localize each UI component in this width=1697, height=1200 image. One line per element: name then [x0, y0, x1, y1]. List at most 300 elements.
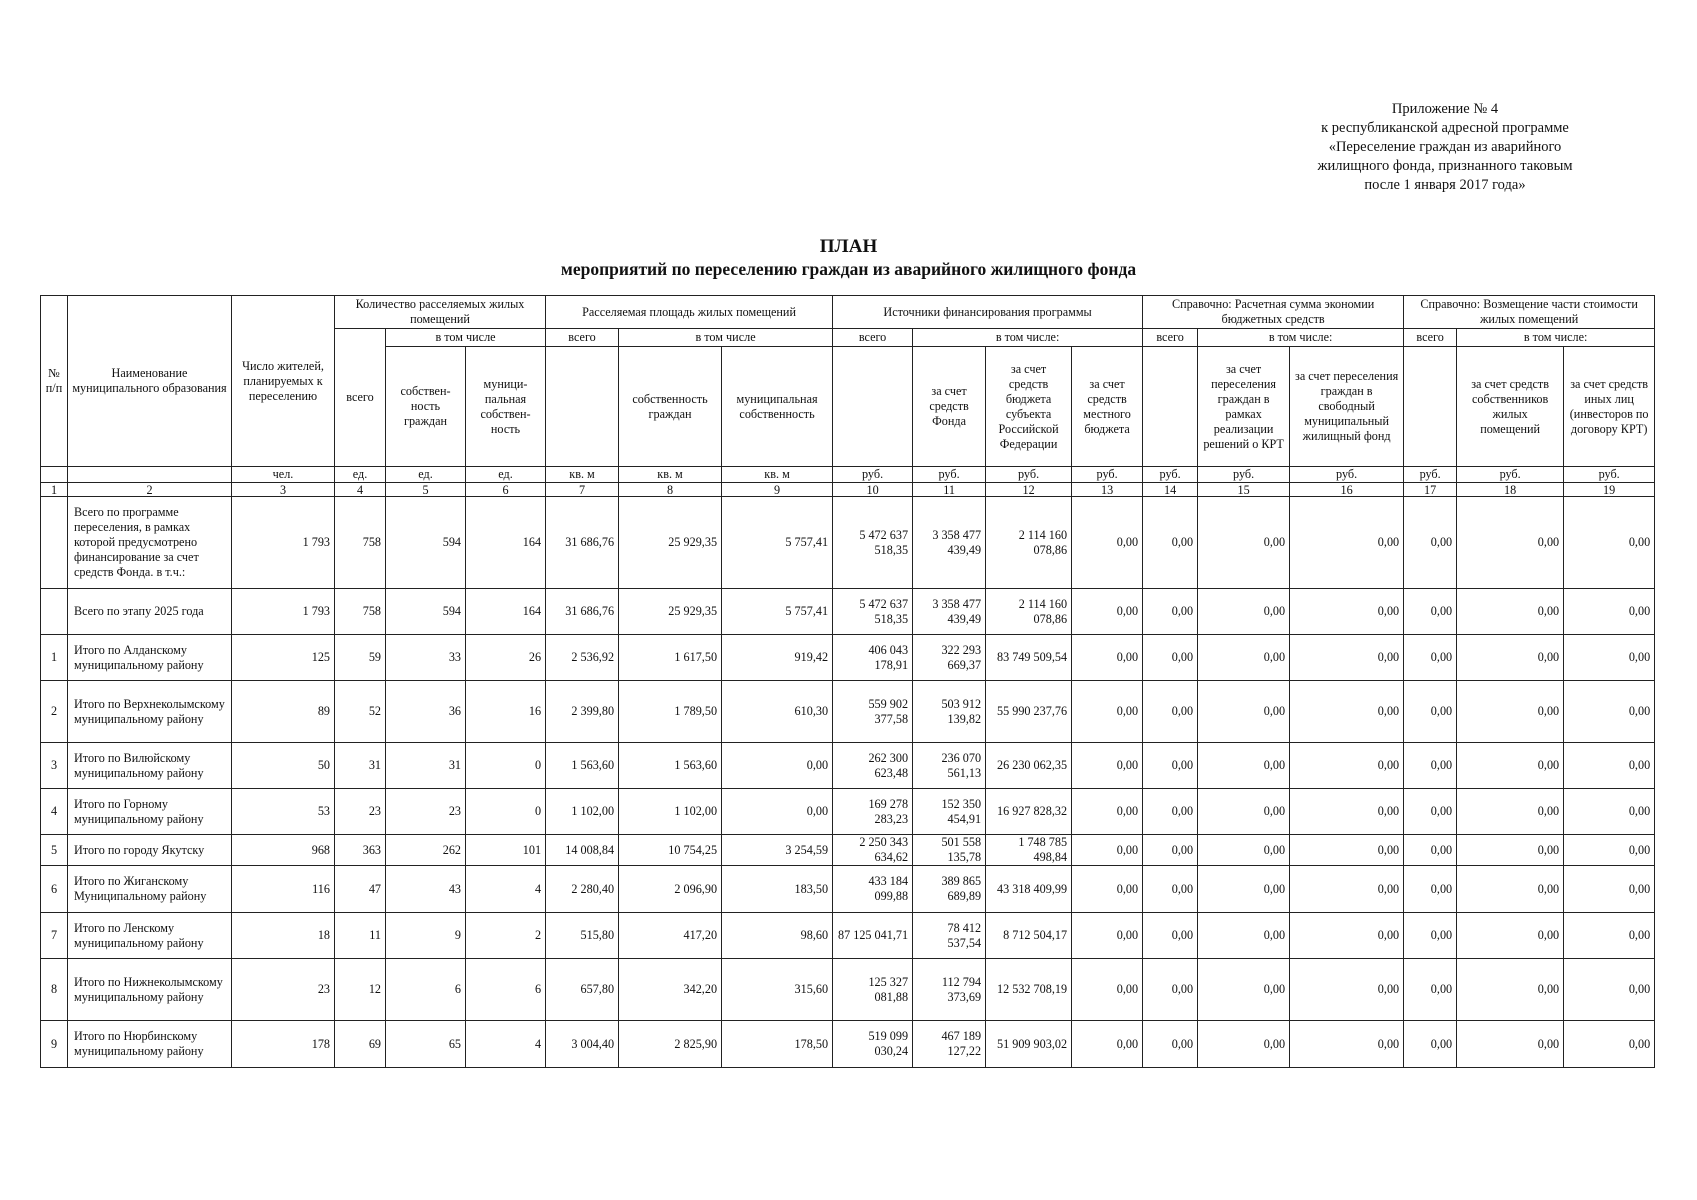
value-cell: 315,60: [722, 959, 833, 1021]
unit-cell: ед.: [466, 467, 546, 483]
value-cell: 1 102,00: [619, 789, 722, 835]
value-cell: 5 472 637 518,35: [833, 497, 913, 589]
value-cell: 0,00: [1198, 497, 1290, 589]
value-cell: 0: [466, 789, 546, 835]
value-cell: 23: [335, 789, 386, 835]
header-compensation-group: Справочно: Возмещение части стоимости жилых помещений: [1404, 296, 1655, 329]
header-savings-group: Справочно: Расчетная сумма экономии бюджетных средств: [1143, 296, 1404, 329]
header-name: Наименование муниципального образования: [68, 296, 232, 467]
row-number: 3: [41, 743, 68, 789]
value-cell: 0,00: [1198, 835, 1290, 866]
value-cell: 1 793: [232, 589, 335, 635]
header-premises-incl: в том числе: [386, 329, 546, 347]
value-cell: 0,00: [1564, 789, 1655, 835]
value-cell: 55 990 237,76: [986, 681, 1072, 743]
value-cell: 47: [335, 866, 386, 913]
unit-cell: кв. м: [619, 467, 722, 483]
value-cell: 0,00: [1290, 497, 1404, 589]
value-cell: 0,00: [1457, 743, 1564, 789]
value-cell: 594: [386, 589, 466, 635]
value-cell: 0,00: [1290, 789, 1404, 835]
value-cell: 125: [232, 635, 335, 681]
value-cell: 0,00: [1072, 681, 1143, 743]
column-number: 19: [1564, 483, 1655, 497]
value-cell: 0,00: [1143, 743, 1198, 789]
value-cell: 59: [335, 635, 386, 681]
value-cell: 52: [335, 681, 386, 743]
header-compensation-incl: в том числе:: [1457, 329, 1655, 347]
value-cell: 0,00: [1198, 743, 1290, 789]
appendix-line: жилищного фонда, признанного таковым: [1317, 158, 1573, 174]
value-cell: 0,00: [1143, 681, 1198, 743]
value-cell: 0,00: [1290, 635, 1404, 681]
value-cell: 4: [466, 866, 546, 913]
header-savings-total: всего: [1143, 329, 1198, 347]
value-cell: 2 825,90: [619, 1021, 722, 1068]
value-cell: 12: [335, 959, 386, 1021]
header-finance-group: Источники финансирования программы: [833, 296, 1143, 329]
value-cell: 25 929,35: [619, 589, 722, 635]
value-cell: 919,42: [722, 635, 833, 681]
value-cell: 2 114 160 078,86: [986, 497, 1072, 589]
value-cell: 78 412 537,54: [913, 913, 986, 959]
unit-cell: руб.: [1143, 467, 1198, 483]
header-finance-incl: в том числе:: [913, 329, 1143, 347]
header-finance-total: всего: [833, 329, 913, 347]
table-row: [41, 913, 1655, 959]
value-cell: 236 070 561,13: [913, 743, 986, 789]
value-cell: 0,00: [1564, 866, 1655, 913]
value-cell: 0,00: [1072, 959, 1143, 1021]
value-cell: 0,00: [1564, 681, 1655, 743]
value-cell: 2 250 343 634,62: [833, 835, 913, 866]
value-cell: 31: [335, 743, 386, 789]
value-cell: 0,00: [1404, 789, 1457, 835]
municipality-name: Итого по Алданскому муниципальному району: [68, 635, 232, 681]
header-subject-budget: за счет средств бюджета субъекта Российской Федерации: [986, 347, 1072, 467]
value-cell: 65: [386, 1021, 466, 1068]
value-cell: 0,00: [1290, 959, 1404, 1021]
value-cell: 10 754,25: [619, 835, 722, 866]
header-finance-total-blank: [833, 347, 913, 467]
header-municipal-area: муниципальная собственность: [722, 347, 833, 467]
value-cell: 657,80: [546, 959, 619, 1021]
value-cell: 2 114 160 078,86: [986, 589, 1072, 635]
table-row: [41, 1021, 1655, 1068]
value-cell: 116: [232, 866, 335, 913]
unit-cell: руб.: [913, 467, 986, 483]
value-cell: 0,00: [1143, 913, 1198, 959]
value-cell: 112 794 373,69: [913, 959, 986, 1021]
value-cell: 89: [232, 681, 335, 743]
header-area-total-blank: [546, 347, 619, 467]
value-cell: 87 125 041,71: [833, 913, 913, 959]
document-subtitle: мероприятий по переселению граждан из аварийного жилищного фонда: [560, 259, 1137, 279]
value-cell: 0,00: [1564, 589, 1655, 635]
municipality-name: Всего по этапу 2025 года: [68, 589, 232, 635]
table-row: [41, 589, 1655, 635]
value-cell: 0,00: [1457, 681, 1564, 743]
value-cell: 0,00: [1072, 835, 1143, 866]
value-cell: 0,00: [1564, 835, 1655, 866]
value-cell: 31: [386, 743, 466, 789]
column-number: 7: [546, 483, 619, 497]
value-cell: 0,00: [1404, 959, 1457, 1021]
value-cell: 0,00: [1143, 789, 1198, 835]
table-row: [41, 743, 1655, 789]
value-cell: 0,00: [1143, 589, 1198, 635]
municipality-name: Итого по Нижнеколымскому муниципальному району: [68, 959, 232, 1021]
municipality-name: Итого по Верхнеколымскому муниципальному району: [68, 681, 232, 743]
header-savings-incl: в том числе:: [1198, 329, 1404, 347]
value-cell: 6: [386, 959, 466, 1021]
value-cell: 0,00: [722, 743, 833, 789]
value-cell: 363: [335, 835, 386, 866]
value-cell: 101: [466, 835, 546, 866]
value-cell: 0,00: [1290, 681, 1404, 743]
value-cell: 43: [386, 866, 466, 913]
value-cell: 0,00: [1290, 1021, 1404, 1068]
value-cell: 23: [232, 959, 335, 1021]
header-premises-group: Количество расселяемых жилых помещений: [335, 296, 546, 329]
column-number: 18: [1457, 483, 1564, 497]
value-cell: 5 757,41: [722, 589, 833, 635]
header-own-citizens-count: собствен-ность граждан: [386, 347, 466, 467]
value-cell: 178,50: [722, 1021, 833, 1068]
row-number: 2: [41, 681, 68, 743]
value-cell: 0,00: [1404, 913, 1457, 959]
value-cell: 262 300 623,48: [833, 743, 913, 789]
table-row: [41, 789, 1655, 835]
value-cell: 169 278 283,23: [833, 789, 913, 835]
value-cell: 1 102,00: [546, 789, 619, 835]
header-residents: Число жителей, планируемых к переселению: [232, 296, 335, 467]
value-cell: 0,00: [1457, 1021, 1564, 1068]
unit-cell: руб.: [833, 467, 913, 483]
value-cell: 0,00: [1457, 959, 1564, 1021]
appendix-line: после 1 января 2017 года»: [1364, 177, 1526, 193]
value-cell: 2 280,40: [546, 866, 619, 913]
row-number: [41, 589, 68, 635]
value-cell: 2: [466, 913, 546, 959]
column-number: 10: [833, 483, 913, 497]
column-number: 2: [68, 483, 232, 497]
value-cell: 3 254,59: [722, 835, 833, 866]
value-cell: 2 399,80: [546, 681, 619, 743]
column-number: 12: [986, 483, 1072, 497]
value-cell: 3 358 477 439,49: [913, 589, 986, 635]
header-area-total: всего: [546, 329, 619, 347]
resettlement-plan-table: [40, 295, 1655, 1068]
value-cell: 0,00: [1457, 497, 1564, 589]
value-cell: 50: [232, 743, 335, 789]
value-cell: 43 318 409,99: [986, 866, 1072, 913]
value-cell: 5 472 637 518,35: [833, 589, 913, 635]
value-cell: 0,00: [1143, 1021, 1198, 1068]
table-row: [41, 835, 1655, 866]
row-number: [41, 497, 68, 589]
value-cell: 16: [466, 681, 546, 743]
value-cell: 0,00: [1404, 1021, 1457, 1068]
value-cell: 262: [386, 835, 466, 866]
header-municipal-count: муници-пальная собствен-ность: [466, 347, 546, 467]
value-cell: 417,20: [619, 913, 722, 959]
unit-cell: руб.: [1198, 467, 1290, 483]
value-cell: 178: [232, 1021, 335, 1068]
value-cell: 0,00: [1457, 589, 1564, 635]
value-cell: 501 558 135,78: [913, 835, 986, 866]
municipality-name: Итого по Жиганскому Муниципальному району: [68, 866, 232, 913]
value-cell: 36: [386, 681, 466, 743]
value-cell: 0,00: [1457, 635, 1564, 681]
column-number: 13: [1072, 483, 1143, 497]
value-cell: 1 748 785 498,84: [986, 835, 1072, 866]
column-number: 8: [619, 483, 722, 497]
value-cell: 31 686,76: [546, 589, 619, 635]
value-cell: 1 617,50: [619, 635, 722, 681]
value-cell: 0,00: [1290, 913, 1404, 959]
unit-cell: руб.: [986, 467, 1072, 483]
unit-cell: руб.: [1290, 467, 1404, 483]
header-krt-resettlement: за счет переселения граждан в рамках реализации решений о КРТ: [1198, 347, 1290, 467]
value-cell: 0,00: [1198, 635, 1290, 681]
value-cell: 968: [232, 835, 335, 866]
document-title: ПЛАН: [819, 236, 878, 257]
header-compensation-total-blank: [1404, 347, 1457, 467]
value-cell: 4: [466, 1021, 546, 1068]
header-owners-funds: за счет средств собственников жилых помещений: [1457, 347, 1564, 467]
value-cell: 3 004,40: [546, 1021, 619, 1068]
value-cell: 0,00: [1404, 743, 1457, 789]
header-local-budget: за счет средств местного бюджета: [1072, 347, 1143, 467]
unit-cell: кв. м: [722, 467, 833, 483]
table-row: [41, 959, 1655, 1021]
value-cell: 9: [386, 913, 466, 959]
column-numbers-row: [41, 483, 1655, 497]
value-cell: 0,00: [1457, 913, 1564, 959]
value-cell: 23: [386, 789, 466, 835]
unit-cell: ед.: [386, 467, 466, 483]
value-cell: 0,00: [1457, 789, 1564, 835]
column-number: 17: [1404, 483, 1457, 497]
appendix-line: Приложение № 4: [1391, 101, 1499, 117]
municipality-name: Итого по Ленскому муниципальному району: [68, 913, 232, 959]
value-cell: 0,00: [1198, 913, 1290, 959]
row-number: 6: [41, 866, 68, 913]
column-number: 3: [232, 483, 335, 497]
municipality-name: Итого по Горному муниципальному району: [68, 789, 232, 835]
value-cell: 0,00: [1072, 789, 1143, 835]
header-fund: за счет средств Фонда: [913, 347, 986, 467]
unit-cell: руб.: [1564, 467, 1655, 483]
value-cell: 183,50: [722, 866, 833, 913]
value-cell: 0,00: [1404, 589, 1457, 635]
column-number: 1: [41, 483, 68, 497]
value-cell: 0,00: [1072, 497, 1143, 589]
value-cell: 433 184 099,88: [833, 866, 913, 913]
value-cell: 758: [335, 589, 386, 635]
row-number: 8: [41, 959, 68, 1021]
value-cell: 0,00: [1143, 959, 1198, 1021]
value-cell: 0,00: [1072, 913, 1143, 959]
value-cell: 125 327 081,88: [833, 959, 913, 1021]
value-cell: 0,00: [1198, 1021, 1290, 1068]
value-cell: 26: [466, 635, 546, 681]
table-row: [41, 866, 1655, 913]
value-cell: 18: [232, 913, 335, 959]
header-area-incl: в том числе: [619, 329, 833, 347]
value-cell: 0,00: [722, 789, 833, 835]
value-cell: 152 350 454,91: [913, 789, 986, 835]
value-cell: 11: [335, 913, 386, 959]
value-cell: 0,00: [1290, 589, 1404, 635]
value-cell: 12 532 708,19: [986, 959, 1072, 1021]
header-investors: за счет средств иных лиц (инвесторов по договору КРТ): [1564, 347, 1655, 467]
appendix-line: «Переселение граждан из аварийного: [1328, 139, 1562, 155]
column-number: 15: [1198, 483, 1290, 497]
value-cell: 0: [466, 743, 546, 789]
value-cell: 0,00: [1143, 497, 1198, 589]
value-cell: 33: [386, 635, 466, 681]
value-cell: 559 902 377,58: [833, 681, 913, 743]
unit-cell: [68, 467, 232, 483]
value-cell: 322 293 669,37: [913, 635, 986, 681]
value-cell: 164: [466, 497, 546, 589]
value-cell: 0,00: [1198, 589, 1290, 635]
value-cell: 0,00: [1564, 497, 1655, 589]
value-cell: 14 008,84: [546, 835, 619, 866]
value-cell: 31 686,76: [546, 497, 619, 589]
value-cell: 0,00: [1290, 743, 1404, 789]
value-cell: 406 043 178,91: [833, 635, 913, 681]
column-number: 14: [1143, 483, 1198, 497]
value-cell: 83 749 509,54: [986, 635, 1072, 681]
column-number: 4: [335, 483, 386, 497]
value-cell: 26 230 062,35: [986, 743, 1072, 789]
unit-cell: [41, 467, 68, 483]
unit-cell: руб.: [1457, 467, 1564, 483]
value-cell: 2 536,92: [546, 635, 619, 681]
value-cell: 1 563,60: [619, 743, 722, 789]
value-cell: 164: [466, 589, 546, 635]
value-cell: 0,00: [1143, 635, 1198, 681]
value-cell: 51 909 903,02: [986, 1021, 1072, 1068]
unit-cell: руб.: [1072, 467, 1143, 483]
column-number: 6: [466, 483, 546, 497]
value-cell: 0,00: [1072, 866, 1143, 913]
header-compensation-total: всего: [1404, 329, 1457, 347]
unit-cell: кв. м: [546, 467, 619, 483]
value-cell: 0,00: [1198, 789, 1290, 835]
value-cell: 0,00: [1404, 866, 1457, 913]
value-cell: 0,00: [1072, 635, 1143, 681]
municipality-name: Всего по программе переселения, в рамках которой предусмотрено финансирование за счет средств Фонда. в т.ч.:: [68, 497, 232, 589]
value-cell: 519 099 030,24: [833, 1021, 913, 1068]
value-cell: 1 789,50: [619, 681, 722, 743]
column-number: 11: [913, 483, 986, 497]
municipality-name: Итого по Вилюйскому муниципальному району: [68, 743, 232, 789]
value-cell: 0,00: [1072, 1021, 1143, 1068]
row-number: 7: [41, 913, 68, 959]
value-cell: 0,00: [1564, 959, 1655, 1021]
value-cell: 0,00: [1564, 743, 1655, 789]
value-cell: 2 096,90: [619, 866, 722, 913]
value-cell: 0,00: [1198, 681, 1290, 743]
value-cell: 0,00: [1072, 743, 1143, 789]
value-cell: 594: [386, 497, 466, 589]
value-cell: 515,80: [546, 913, 619, 959]
value-cell: 69: [335, 1021, 386, 1068]
header-own-citizens-area: собственность граждан: [619, 347, 722, 467]
table-row: [41, 497, 1655, 589]
municipality-name: Итого по Нюрбинскому муниципальному району: [68, 1021, 232, 1068]
value-cell: 0,00: [1143, 866, 1198, 913]
value-cell: 0,00: [1290, 866, 1404, 913]
value-cell: 53: [232, 789, 335, 835]
header-area-group: Расселяемая площадь жилых помещений: [546, 296, 833, 329]
table-row: [41, 681, 1655, 743]
value-cell: 0,00: [1564, 1021, 1655, 1068]
value-cell: 0,00: [1198, 866, 1290, 913]
value-cell: 25 929,35: [619, 497, 722, 589]
value-cell: 6: [466, 959, 546, 1021]
value-cell: 467 189 127,22: [913, 1021, 986, 1068]
value-cell: 0,00: [1290, 835, 1404, 866]
value-cell: 98,60: [722, 913, 833, 959]
value-cell: 0,00: [1198, 959, 1290, 1021]
appendix-line: к республиканской адресной программе: [1321, 120, 1569, 136]
table-row: [41, 635, 1655, 681]
header-premises-total: всего: [335, 329, 386, 467]
value-cell: 758: [335, 497, 386, 589]
row-number: 9: [41, 1021, 68, 1068]
column-number: 5: [386, 483, 466, 497]
value-cell: 610,30: [722, 681, 833, 743]
value-cell: 0,00: [1404, 835, 1457, 866]
value-cell: 16 927 828,32: [986, 789, 1072, 835]
header-savings-total-blank: [1143, 347, 1198, 467]
value-cell: 0,00: [1457, 835, 1564, 866]
value-cell: 0,00: [1564, 913, 1655, 959]
unit-cell: руб.: [1404, 467, 1457, 483]
row-number: 1: [41, 635, 68, 681]
unit-cell: чел.: [232, 467, 335, 483]
value-cell: 0,00: [1564, 635, 1655, 681]
units-row: [41, 467, 1655, 483]
value-cell: 1 793: [232, 497, 335, 589]
value-cell: 342,20: [619, 959, 722, 1021]
unit-cell: ед.: [335, 467, 386, 483]
value-cell: 8 712 504,17: [986, 913, 1072, 959]
header-free-fund: за счет переселения граждан в свободный муниципальный жилищный фонд: [1290, 347, 1404, 467]
header-no: № п/п: [41, 296, 68, 467]
value-cell: 5 757,41: [722, 497, 833, 589]
municipality-name: Итого по городу Якутску: [68, 835, 232, 866]
value-cell: 0,00: [1404, 497, 1457, 589]
appendix-header: [1255, 100, 1635, 195]
row-number: 4: [41, 789, 68, 835]
column-number: 16: [1290, 483, 1404, 497]
value-cell: 0,00: [1457, 866, 1564, 913]
value-cell: 0,00: [1404, 635, 1457, 681]
value-cell: 389 865 689,89: [913, 866, 986, 913]
value-cell: 503 912 139,82: [913, 681, 986, 743]
value-cell: 0,00: [1143, 835, 1198, 866]
value-cell: 3 358 477 439,49: [913, 497, 986, 589]
column-number: 9: [722, 483, 833, 497]
row-number: 5: [41, 835, 68, 866]
value-cell: 0,00: [1072, 589, 1143, 635]
